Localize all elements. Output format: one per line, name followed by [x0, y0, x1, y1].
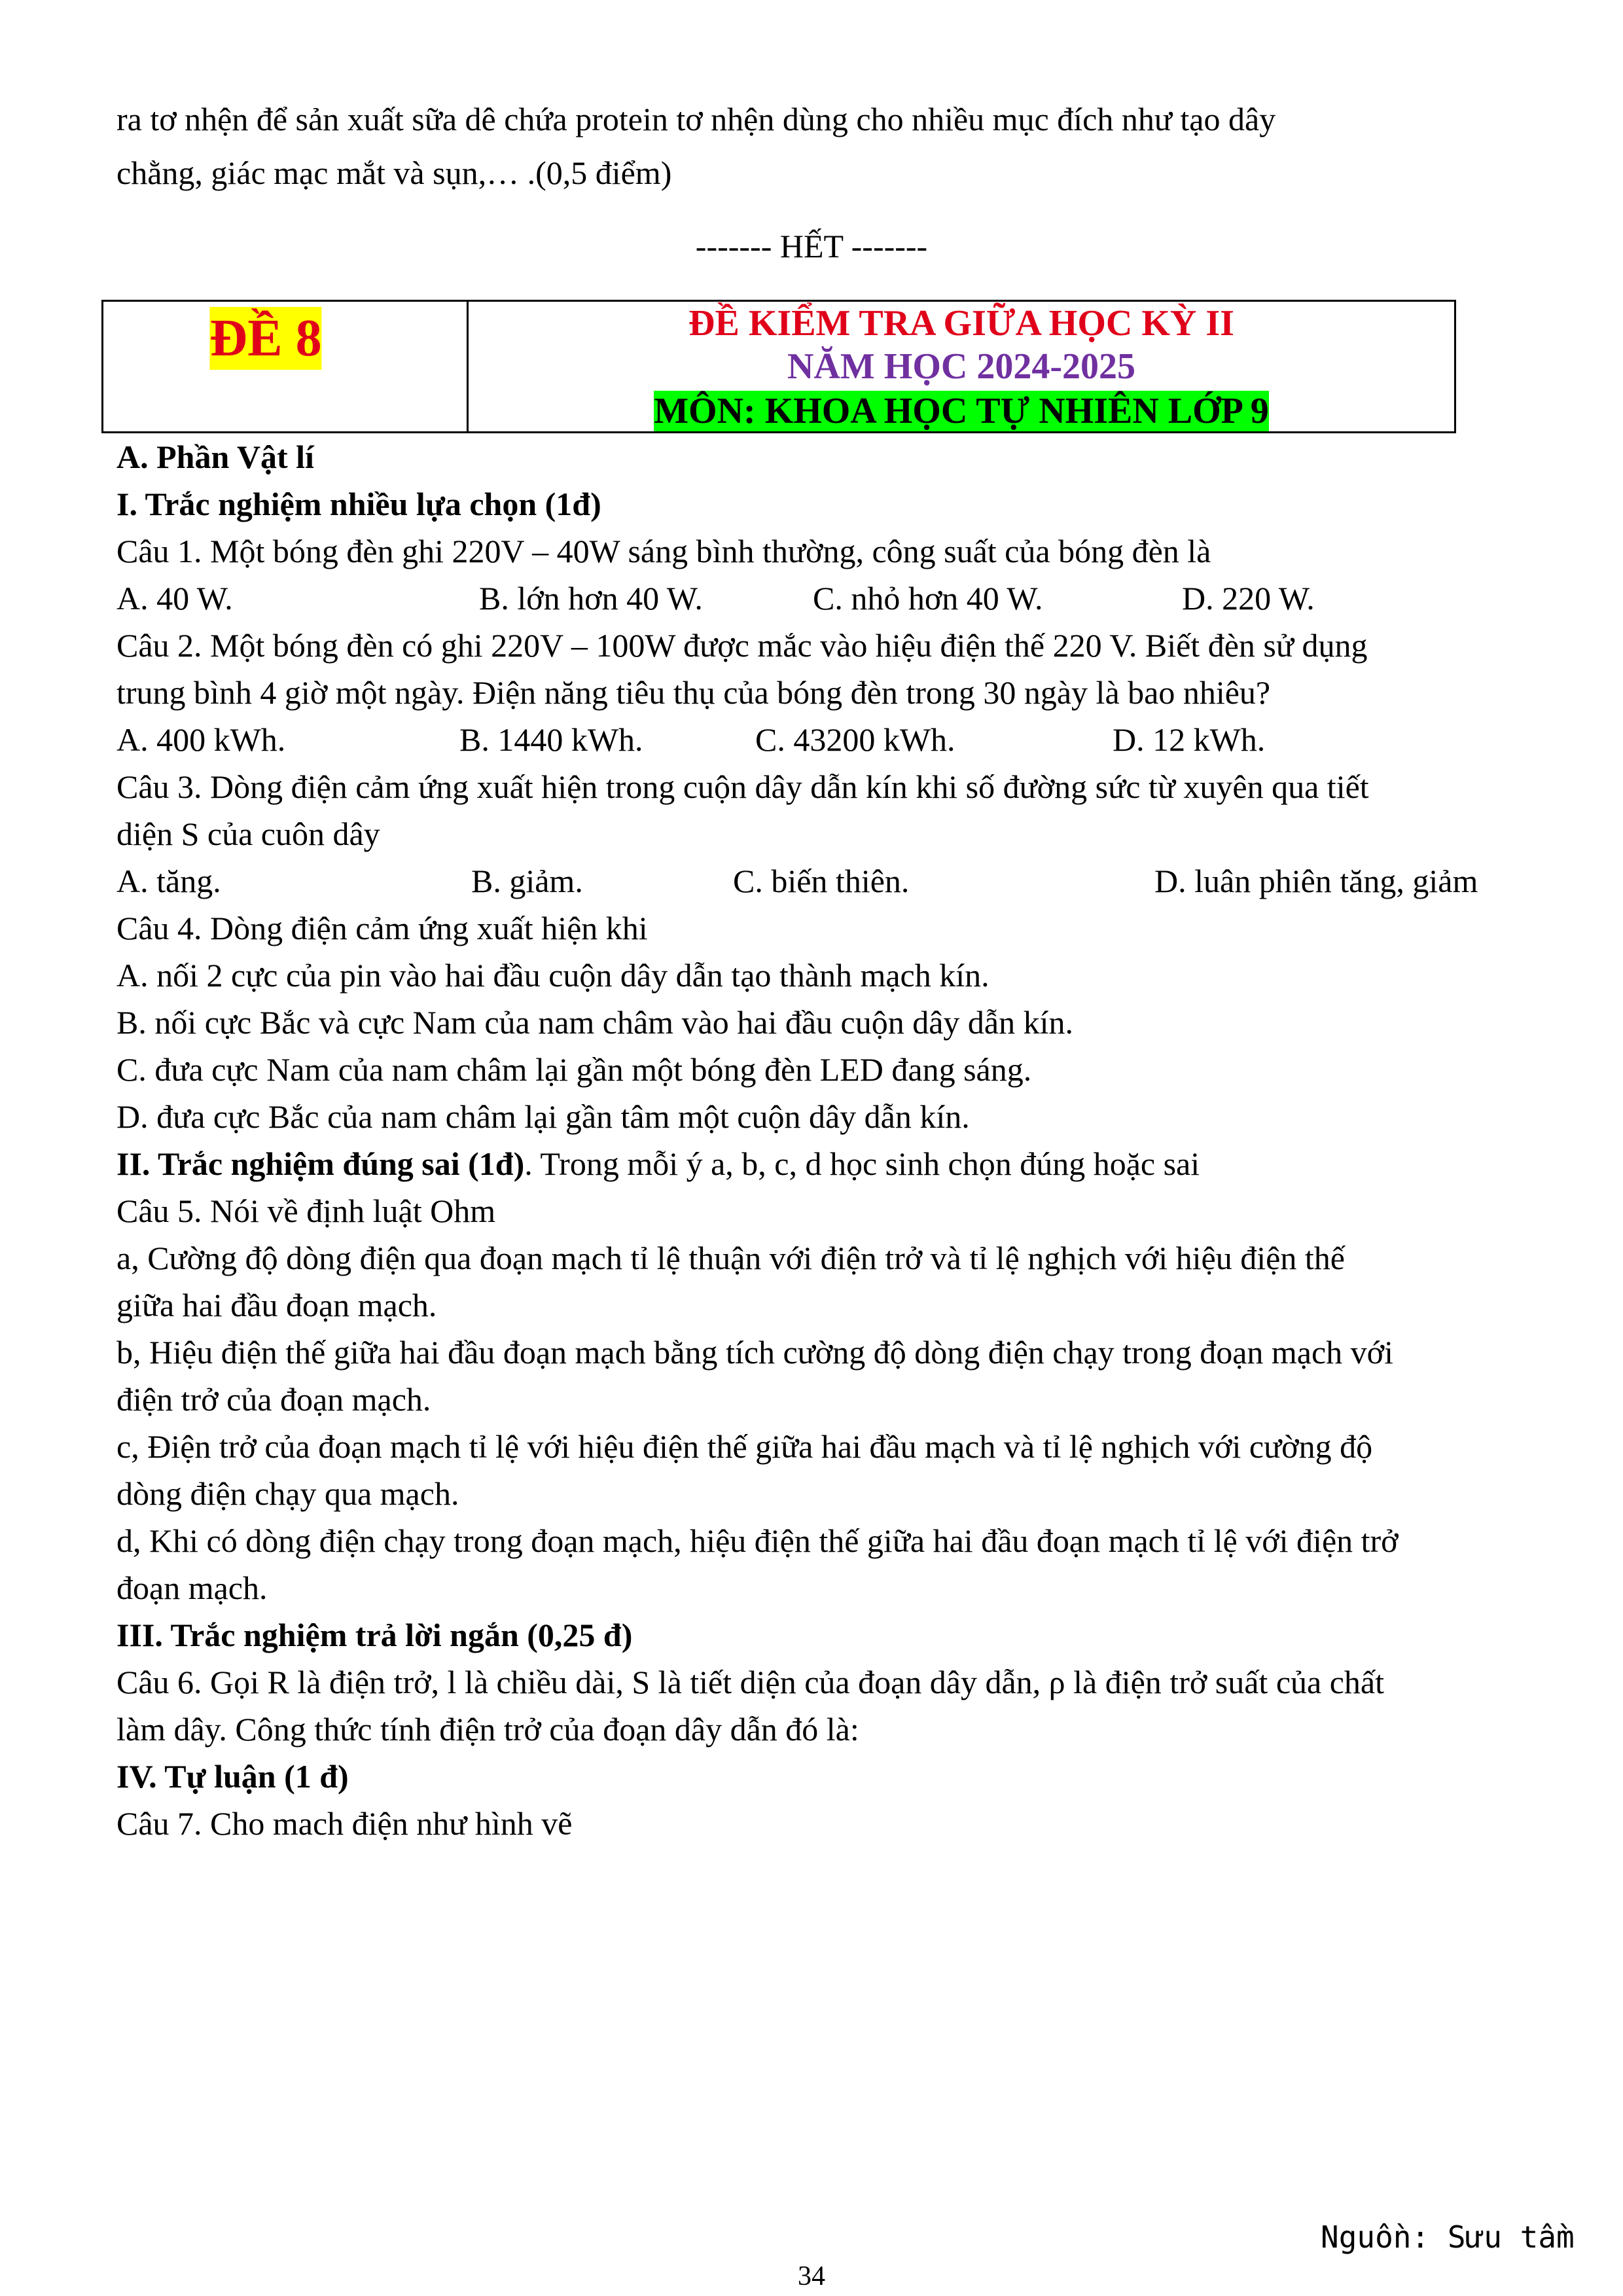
q5-line: d, Khi có dòng điện chạy trong đoạn mạch, hiệu điện thế giữa hai đầu đoạn mạch tỉ lệ với điện trở — [116, 1522, 1399, 1559]
q2-text-1: Câu 2. Một bóng đèn có ghi 220V – 100W được mắc vào hiệu điện thế 220 V. Biết đèn sử dụng — [116, 627, 1368, 664]
section-a-heading: A. Phần Vật lí — [116, 439, 314, 475]
q6-text-1: Câu 6. Gọi R là điện trở, l là chiều dài, S là tiết diện của đoạn dây dẫn, ρ là điện trở suất của chất — [116, 1664, 1384, 1700]
part2-instruction: . Trong mỗi ý a, b, c, d học sinh chọn đúng hoặc sai — [524, 1145, 1200, 1182]
q5-line: c, Điện trở của đoạn mạch tỉ lệ với hiệu điện thế giữa hai đầu mạch và tỉ lệ nghịch với cường độ — [116, 1428, 1373, 1465]
exam-header-box — [101, 300, 1456, 433]
q1-option-a: A. 40 W. — [116, 580, 233, 617]
intro-line-2: chằng, giác mạc mắt và sụn,… .(0,5 điểm) — [116, 154, 672, 191]
exam-number-cell — [103, 302, 469, 431]
q5-line: đoạn mạch. — [116, 1570, 268, 1606]
q1-option-d: D. 220 W. — [1182, 580, 1315, 617]
q5-text: Câu 5. Nói về định luật Ohm — [116, 1193, 496, 1229]
part3-heading: III. Trắc nghiệm trả lời ngắn (0,25 đ) — [116, 1617, 633, 1653]
intro-line-1: ra tơ nhện để sản xuất sữa dê chứa protein tơ nhện dùng cho nhiều mục đích như tạo dây — [116, 101, 1276, 137]
q1-option-b: B. lớn hơn 40 W. — [479, 580, 703, 617]
q4-text: Câu 4. Dòng điện cảm ứng xuất hiện khi — [116, 910, 648, 946]
q4-option-a: A. nối 2 cực của pin vào hai đầu cuộn dây dẫn tạo thành mạch kín. — [116, 957, 990, 994]
q3-option-a: A. tăng. — [116, 863, 221, 899]
q2-text-2: trung bình 4 giờ một ngày. Điện năng tiêu thụ của bóng đèn trong 30 ngày là bao nhiêu? — [116, 674, 1271, 711]
q5-line: điện trở của đoạn mạch. — [116, 1381, 431, 1418]
q2-option-a: A. 400 kWh. — [116, 721, 286, 758]
q4-option-b: B. nối cực Bắc và cực Nam của nam châm vào hai đầu cuộn dây dẫn kín. — [116, 1004, 1074, 1041]
q2-option-c: C. 43200 kWh. — [755, 721, 955, 758]
q2-option-b: B. 1440 kWh. — [459, 721, 643, 758]
q5-line: giữa hai đầu đoạn mạch. — [116, 1287, 437, 1323]
q1-text: Câu 1. Một bóng đèn ghi 220V – 40W sáng bình thường, công suất của bóng đèn là — [116, 533, 1211, 569]
q4-option-c: C. đưa cực Nam của nam châm lại gần một bóng đèn LED đang sáng. — [116, 1051, 1032, 1088]
source-note: Nguồn: Sưu tầm — [1321, 2219, 1575, 2255]
end-marker: ------- HẾT ------- — [695, 228, 928, 264]
school-year: NĂM HỌC 2024-2025 — [787, 346, 1135, 387]
q6-text-2: làm dây. Công thức tính điện trở của đoạn dây dẫn đó là: — [116, 1711, 859, 1748]
subject-text: MÔN: KHOA HỌC TỰ NHIÊN LỚP 9 — [654, 391, 1269, 431]
exam-title-cell — [469, 302, 1454, 431]
part1-heading: I. Trắc nghiệm nhiều lựa chọn (1đ) — [116, 486, 601, 522]
part2-heading-line — [116, 1140, 1200, 1187]
exam-number: ĐỀ 8 — [209, 307, 321, 370]
q3-option-b: B. giảm. — [471, 863, 583, 899]
q3-option-d: D. luân phiên tăng, giảm — [1154, 863, 1478, 899]
q5-line: b, Hiệu điện thế giữa hai đầu đoạn mạch bằng tích cường độ dòng điện chạy trong đoạn mạch với — [116, 1334, 1394, 1371]
part2-heading: II. Trắc nghiệm đúng sai (1đ) — [116, 1145, 525, 1182]
q7-text: Câu 7. Cho mach điện như hình vẽ — [116, 1805, 573, 1842]
subject-line — [469, 389, 1454, 433]
q4-option-d: D. đưa cực Bắc của nam châm lại gần tâm một cuộn dây dẫn kín. — [116, 1098, 970, 1135]
q1-option-c: C. nhỏ hơn 40 W. — [813, 580, 1043, 617]
part4-heading: IV. Tự luận (1 đ) — [116, 1758, 349, 1795]
q3-option-c: C. biến thiên. — [733, 863, 910, 899]
q3-text-2: diện S của cuôn dây — [116, 816, 380, 852]
q5-line: dòng điện chạy qua mạch. — [116, 1475, 459, 1512]
exam-title: ĐỀ KIỂM TRA GIỮA HỌC KỲ II — [688, 303, 1234, 344]
q5-line: a, Cường độ dòng điện qua đoạn mạch tỉ lệ thuận với điện trở và tỉ lệ nghịch với hiệu điện thế — [116, 1240, 1345, 1276]
page-number: 34 — [798, 2261, 825, 2291]
q2-option-d: D. 12 kWh. — [1113, 721, 1266, 758]
q3-text-1: Câu 3. Dòng điện cảm ứng xuất hiện trong cuộn dây dẫn kín khi số đường sức từ xuyên qua tiết — [116, 768, 1369, 805]
